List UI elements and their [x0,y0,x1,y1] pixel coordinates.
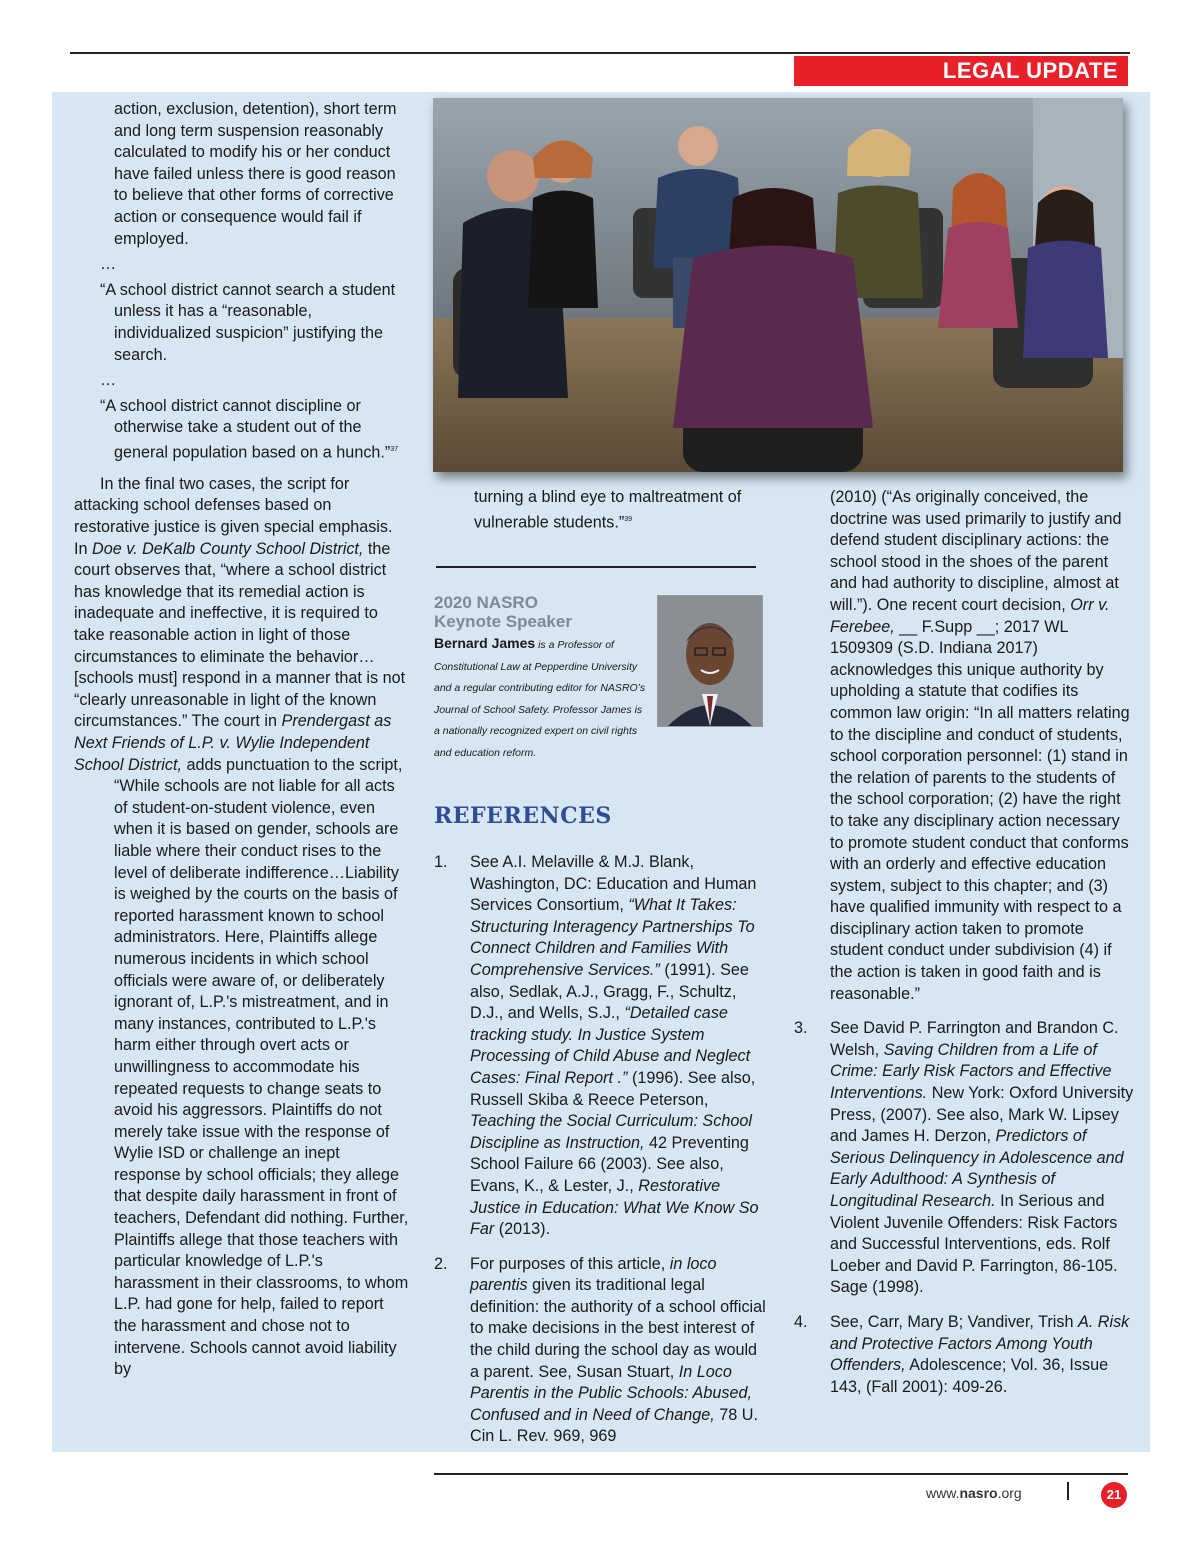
footnote-ref: 39 [624,515,633,523]
reference-number: 3. [794,1019,808,1038]
reference-number: 1. [434,853,448,871]
page-number-badge: 21 [1101,1482,1127,1508]
footer-divider [1067,1482,1069,1500]
quote-2: “A school district cannot search a student unless it has a “reasonable, individualized suspicion” justifying the search. [100,280,396,364]
reference-item: 4. See, Carr, Mary B; Vandiver, Trish A. Risk and Protective Factors Among Youth Offenders, Adolescence; Vol. 36, Issue 143, (Fall 2001): 409-26. [794,1312,1130,1396]
reference-item: 2. For purposes of this article, in loco parentis given its traditional legal definition: the authority of a school official to make decisions in the best interest of the child during the school day as would a parent. See, Susan Stuart, In Loco Parentis in the Public Schools: Abused, Confused and in Need of Change, 78 U. Cin L. Rev. 969, 969 [434,1254,766,1446]
case-citation: Orr v. Ferebee, [830,595,1110,636]
middle-continuation: turning a blind eye to maltreatment of vulnerable students.”$^{39}$ [474,488,742,531]
speaker-name: Bernard James [434,635,536,651]
ellipsis: … [100,255,117,274]
reference-number: 4. [794,1312,808,1331]
speaker-portrait [657,595,763,727]
top-rule [70,52,1130,54]
references-heading: REFERENCES [434,803,612,829]
case-citation: Prendergast as Next Friends of L.P. v. Wylie Independent School District, [74,712,392,774]
case-citation: Doe v. DeKalb County School District, [92,539,364,558]
portrait-image [658,596,762,726]
site-url[interactable]: www.nasro.org [926,1485,1022,1501]
block-quote: “While schools are not liable for all acts of student-on-student violence, even when it is based on gender, schools are liable where their conduct rises to the level of deliberate indifference…Liability is weighed by the courts on the basis of reported harassment known to school administrators. Here, Plaintiffs allege numerous incidents in which school officials were aware of, or deliberately ignorant of, L.P.'s mistreatment, and in many instances, contributed to L.P.'s harm either through overt acts or unwillingness to accommodate his repeated requests to change seats to avoid his aggressors. Plaintiffs do not merely take issue with the response of Wylie ISD or challenge an inept response by school officials; they allege that despite daily harassment in front of teachers, Defendant did nothing. Further, Plaintiffs allege that those teachers with particular knowledge of L.P.'s harassment in their classrooms, to whom L.P. had gone for help, failed to report the harassment and chose not to intervene. Schools cannot avoid liability by [114,777,409,1379]
section-divider [436,566,756,568]
references-list-middle [434,852,770,1448]
reference-item: 1. See A.I. Melaville & M.J. Blank, Washington, DC: Education and Human Services Consortium, “What It Takes: Structuring Interagency Partnerships To Connect Children and Families With Comprehensive Services.” (1991). See also, Sedlak, A.J., Gragg, F., Schultz, D.J., and Wells, S.J., “Detailed case tracking study. In Justice System Processing of Child Abuse and Neglect Cases: Final Report .” (1996). See also, Russell Skiba & Reece Peterson, Teaching the Social Curriculum: School Discipline as Instruction, 42 Preventing School Failure 66 (2003). See also, Evans, K., & Lester, J., Restorative Justice in Education: What We Know So Far (2013). [434,853,759,1239]
right-column [794,487,1134,1398]
speaker-heading: 2020 NASRO Keynote Speaker [434,593,572,631]
restorative-circle-photo [433,98,1123,472]
quote-3: “A school district cannot discipline or otherwise take a student out of the general population based on a hunch.”$^{37}$ [100,396,399,462]
reference-number: 2. [434,1254,448,1273]
footnote-ref: 37 [390,445,399,453]
ellipsis: … [100,371,117,390]
quote-1: action, exclusion, detention), short term and long term suspension reasonably calculated to modify his or her conduct have failed unless there is good reason to believe that other forms of corrective action or consequence would fail if employed. [114,100,397,248]
body-paragraph: In the final two cases, the script for attacking school defenses based on restorative justice is given special emphasis. In Doe v. DeKalb County School District, the court observes that, “where a school district has knowledge that its remedial action is inadequate and ineffective, it is required to take reasonable action in light of those circumstances to eliminate the behavior… [schools must] respond in a manner that is not “clearly unreasonable in light of the known circumstances.” The court in Prendergast as Next Friends of L.P. v. Wylie Independent School District, adds punctuation to the script, [74,474,406,774]
section-tag: LEGAL UPDATE [794,56,1128,86]
footer-rule [434,1473,1128,1475]
speaker-bio: Bernard James is a Professor of Constitutional Law at Pepperdine University and a regular contributing editor for NASRO’s Journal of School Safety. Professor James is a nationally recognized expert on civil rights and education reform. [434,635,646,759]
reference-continuation: (2010) (“As originally conceived, the doctrine was used primarily to justify and defend student disciplinary actions: the school stood in the shoes of the parent and had authority to discipline, almost at will.”). One recent court decision, Orr v. Ferebee, __ F.Supp __; 2017 WL 1509309 (S.D. Indiana 2017) acknowledges this unique authority by upholding a statute that codifies its common law origin: “In all matters relating to the discipline and conduct of students, school corporation personnel: (1) stand in the relation of parents to the students of the school corporation; (2) have the right to take any disciplinary action necessary to promote student conduct that conforms with an orderly and effective education system, subject to this chapter; and (3) have qualified immunity with respect to a disciplinary action taken to promote student conduct under subdivision (4) if the action is taken in good faith and is reasonable.” [830,488,1130,1003]
left-column [74,99,410,1381]
photo-illustration [433,98,1123,472]
reference-item: 3. See David P. Farrington and Brandon C. Welsh, Saving Children from a Life of Crime: Early Risk Factors and Effective Interventions. New York: Oxford University Press, (2007). See also, Mark W. Lipsey and James H. Derzon, Predictors of Serious Delinquency in Adolescence and Early Adulthood: A Synthesis of Longitudinal Research. In Serious and Violent Juvenile Offenders: Risk Factors and Successful Interventions, eds. Rolf Loeber and David P. Farrington, 86-105. Sage (1998). [794,1019,1134,1297]
